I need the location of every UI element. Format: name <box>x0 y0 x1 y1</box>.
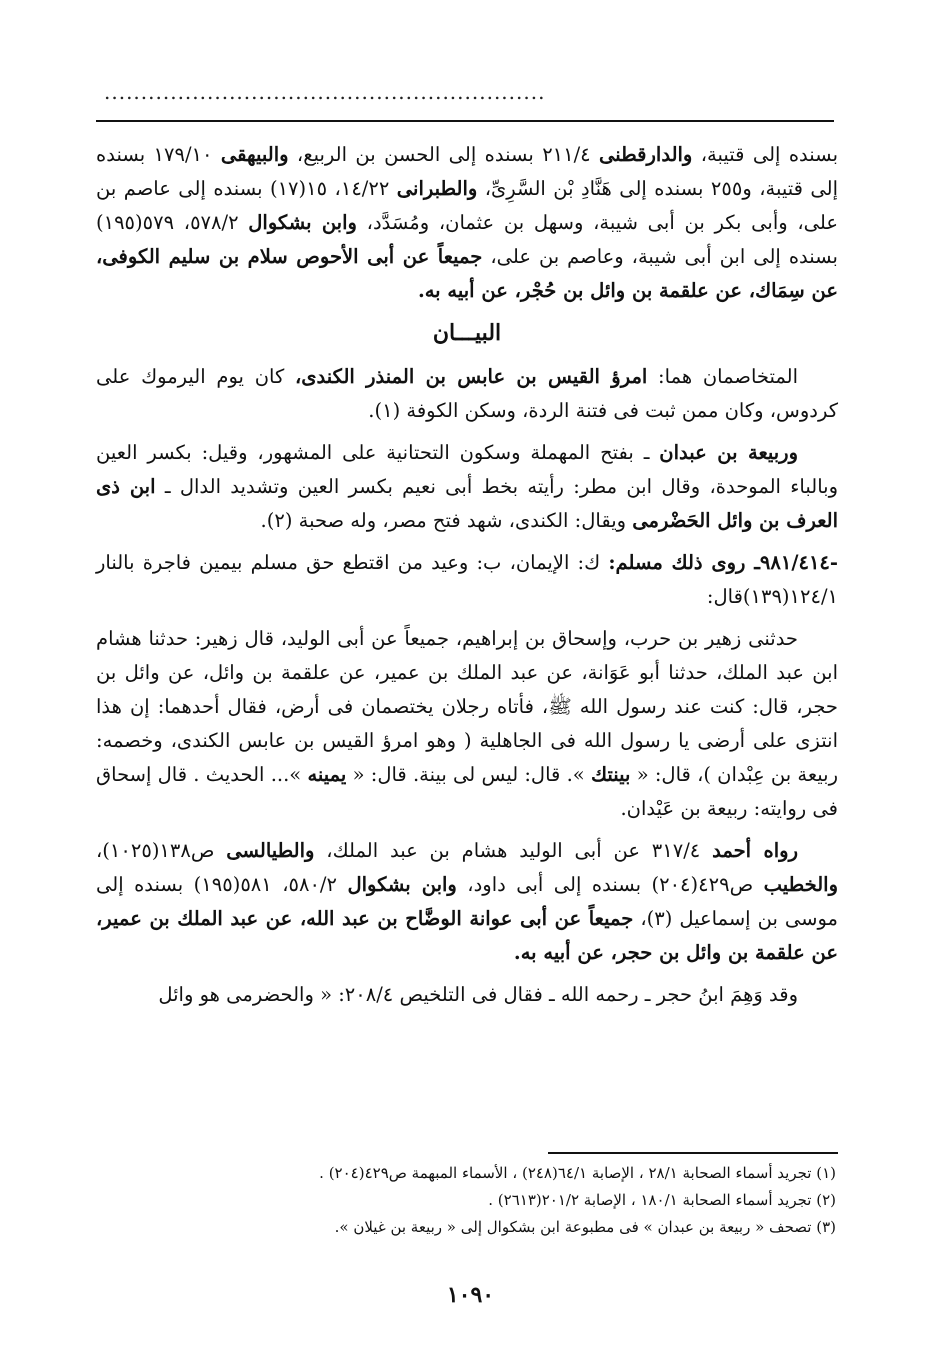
text-run: المتخاصمان هما: <box>647 365 798 388</box>
bold-run: والطبرانى <box>396 177 478 200</box>
text-run: ويقال: الكندى، شهد فتح مصر، وله صحبة (٢). <box>260 509 633 532</box>
bold-run: ابن ذى العرف بن وائل الحَضْرمى <box>96 475 838 532</box>
bold-run: وابن بشكوال <box>347 873 457 896</box>
text-run: حدثنى زهير بن حرب، وإسحاق بن إبراهيم، جميعاً عن أبى الوليد، قال زهير: حدثنا هشام ابن عبد الملك، حدثنا أبو عَوَانة، عن عبد الملك بن عمير، عن علقمة بن وائل، عن وائل بن حجر، قال: كنت عند رسول الله ﷺ، فأتاه رجلان يختصمان فى أرض، فقال أحدهما: إن هذا انتزى على أرضى يا رسول الله فى الجاهلية ( وهو امرؤ القيس بن عابس الكندى، وخصمه: ربيعة بن عِبْدان )، قال: « <box>96 627 838 786</box>
bold-run: والخطيب <box>763 873 838 896</box>
footnote-rule <box>548 1152 838 1154</box>
paragraph-ibn-hajar <box>96 978 838 1012</box>
main-text <box>96 138 838 1020</box>
bold-run: والطيالسى <box>226 839 315 862</box>
bold-run: وابن بشكوال <box>248 211 357 234</box>
text-run: بسنده إلى قتيبة، <box>692 143 839 166</box>
paragraph-hadith-number <box>96 546 838 614</box>
paragraph-hadith-text <box>96 622 838 826</box>
text-run: ٢١١/٤ بسنده إلى الحسن بن الربيع، <box>288 143 600 166</box>
text-run: ١٧٩/١٠ بسنده إلى قتيبة، و٢٥٥ بسنده إلى هَنَّادِ بْن السَّرِىِّ، <box>96 143 838 200</box>
text-run: ـ بفتح المهملة وسكون التحتانية على المشهور، وقيل: بكسر العين وبالباء الموحدة، وقال ابن مطر: رأيته بخط أبى نعيم بكسر العين وتشديد الدال ـ <box>96 441 838 498</box>
text-run: وقد وَهِمَ ابنُ حجر ـ رحمه الله ـ فقال فى التلخيص ٢٠٨/٤: « والحضرمى هو وائل <box>158 983 798 1006</box>
text-run: ص٤٢٩(٢٠٤) بسنده إلى أبى داود، <box>456 873 764 896</box>
bold-run: بينتك <box>590 763 631 786</box>
footnote-2: (٢) تجريد أسماء الصحابة ١٨٠/١ ، الإصابة ٢٠١/٢(٢٦١٣) . <box>488 1191 836 1209</box>
text-run: ك: الإيمان، ب: وعيد من اقتطع حق مسلم بيمين فاجرة بالنار ١٢٤/١(١٣٩)قال: <box>96 551 838 608</box>
text-run: ٣١٧/٤ عن أبى الوليد هشام بن عبد الملك، <box>314 839 713 862</box>
bold-run: جميعاً عن أبى الأحوص سلام بن سليم الكوفى، عن سِمَاك، عن علقمة بن وائل بن حُجْر، عن أبيه به. <box>96 245 838 302</box>
bold-run: رواه أحمد <box>712 839 798 862</box>
paragraph-rabia <box>96 436 838 538</box>
bold-run: والدارقطنى <box>599 143 693 166</box>
text-run: ٥٨٠/٢، ٥٨١(١٩٥) بسنده إلى موسى بن إسماعيل (٣)، <box>96 873 838 930</box>
footnotes <box>200 1160 836 1241</box>
bold-run: يمينه <box>307 763 347 786</box>
bold-run: -٩٨١/٤١٤ـ روى ذلك مسلم: <box>608 551 838 574</box>
text-run: »... الحديث . قال إسحاق فى روايته: ربيعة بن عَيْدان. <box>96 763 838 820</box>
text-run: ١٤/٢٢، ١٥(١٧) بسنده إلى عاصم بن على، وأبى بكر بن أبى شيبة، وسهل بن عثمان، ومُسَدَّد، <box>96 177 839 234</box>
bold-run: وربيعة بن عبدان <box>659 441 798 464</box>
dotted-header-line: ............................................................ <box>104 80 546 104</box>
page-number: ١٠٩٠ <box>446 1282 495 1308</box>
text-run: ص١٣٨(١٠٢٥)، <box>96 839 227 862</box>
bold-run: امرؤ القيس بن عابس بن المنذر الكندى، <box>295 365 648 388</box>
text-run: كان يوم اليرموك على كردوس، وكان ممن ثبت فى فتنة الردة، وسكن الكوفة (١). <box>96 365 838 422</box>
paragraph-sources-2 <box>96 834 838 970</box>
paragraph-disputants <box>96 360 838 428</box>
text-run: ». قال: ليس لى بينة. قال: « <box>346 763 591 786</box>
bold-run: والبيهقى <box>220 143 289 166</box>
section-heading: البيـــان <box>432 320 502 346</box>
bold-run: جميعاً عن أبى عوانة الوضَّاح بن عبد الله، عن عبد الملك بن عمير، عن علقمة بن وائل بن حجر، عن أبيه به. <box>96 907 838 964</box>
text-run: ٥٧٨/٢، ٥٧٩(١٩٥) بسنده إلى ابن أبى شيبة، وعاصم بن على، <box>96 211 838 268</box>
footnote-1: (١) تجريد أسماء الصحابة ٢٨/١ ، الإصابة ٦٤/١(٢٤٨) ، الأسماء المبهمة ص٤٢٩(٢٠٤) . <box>319 1164 836 1182</box>
paragraph-sources-1 <box>96 138 838 308</box>
footnote-3: (٣) تصحف « ربيعة بن عبدان » فى مطبوعة ابن بشكوال إلى « ربيعة بن غيلان ». <box>334 1218 836 1236</box>
header-rule <box>96 120 834 122</box>
